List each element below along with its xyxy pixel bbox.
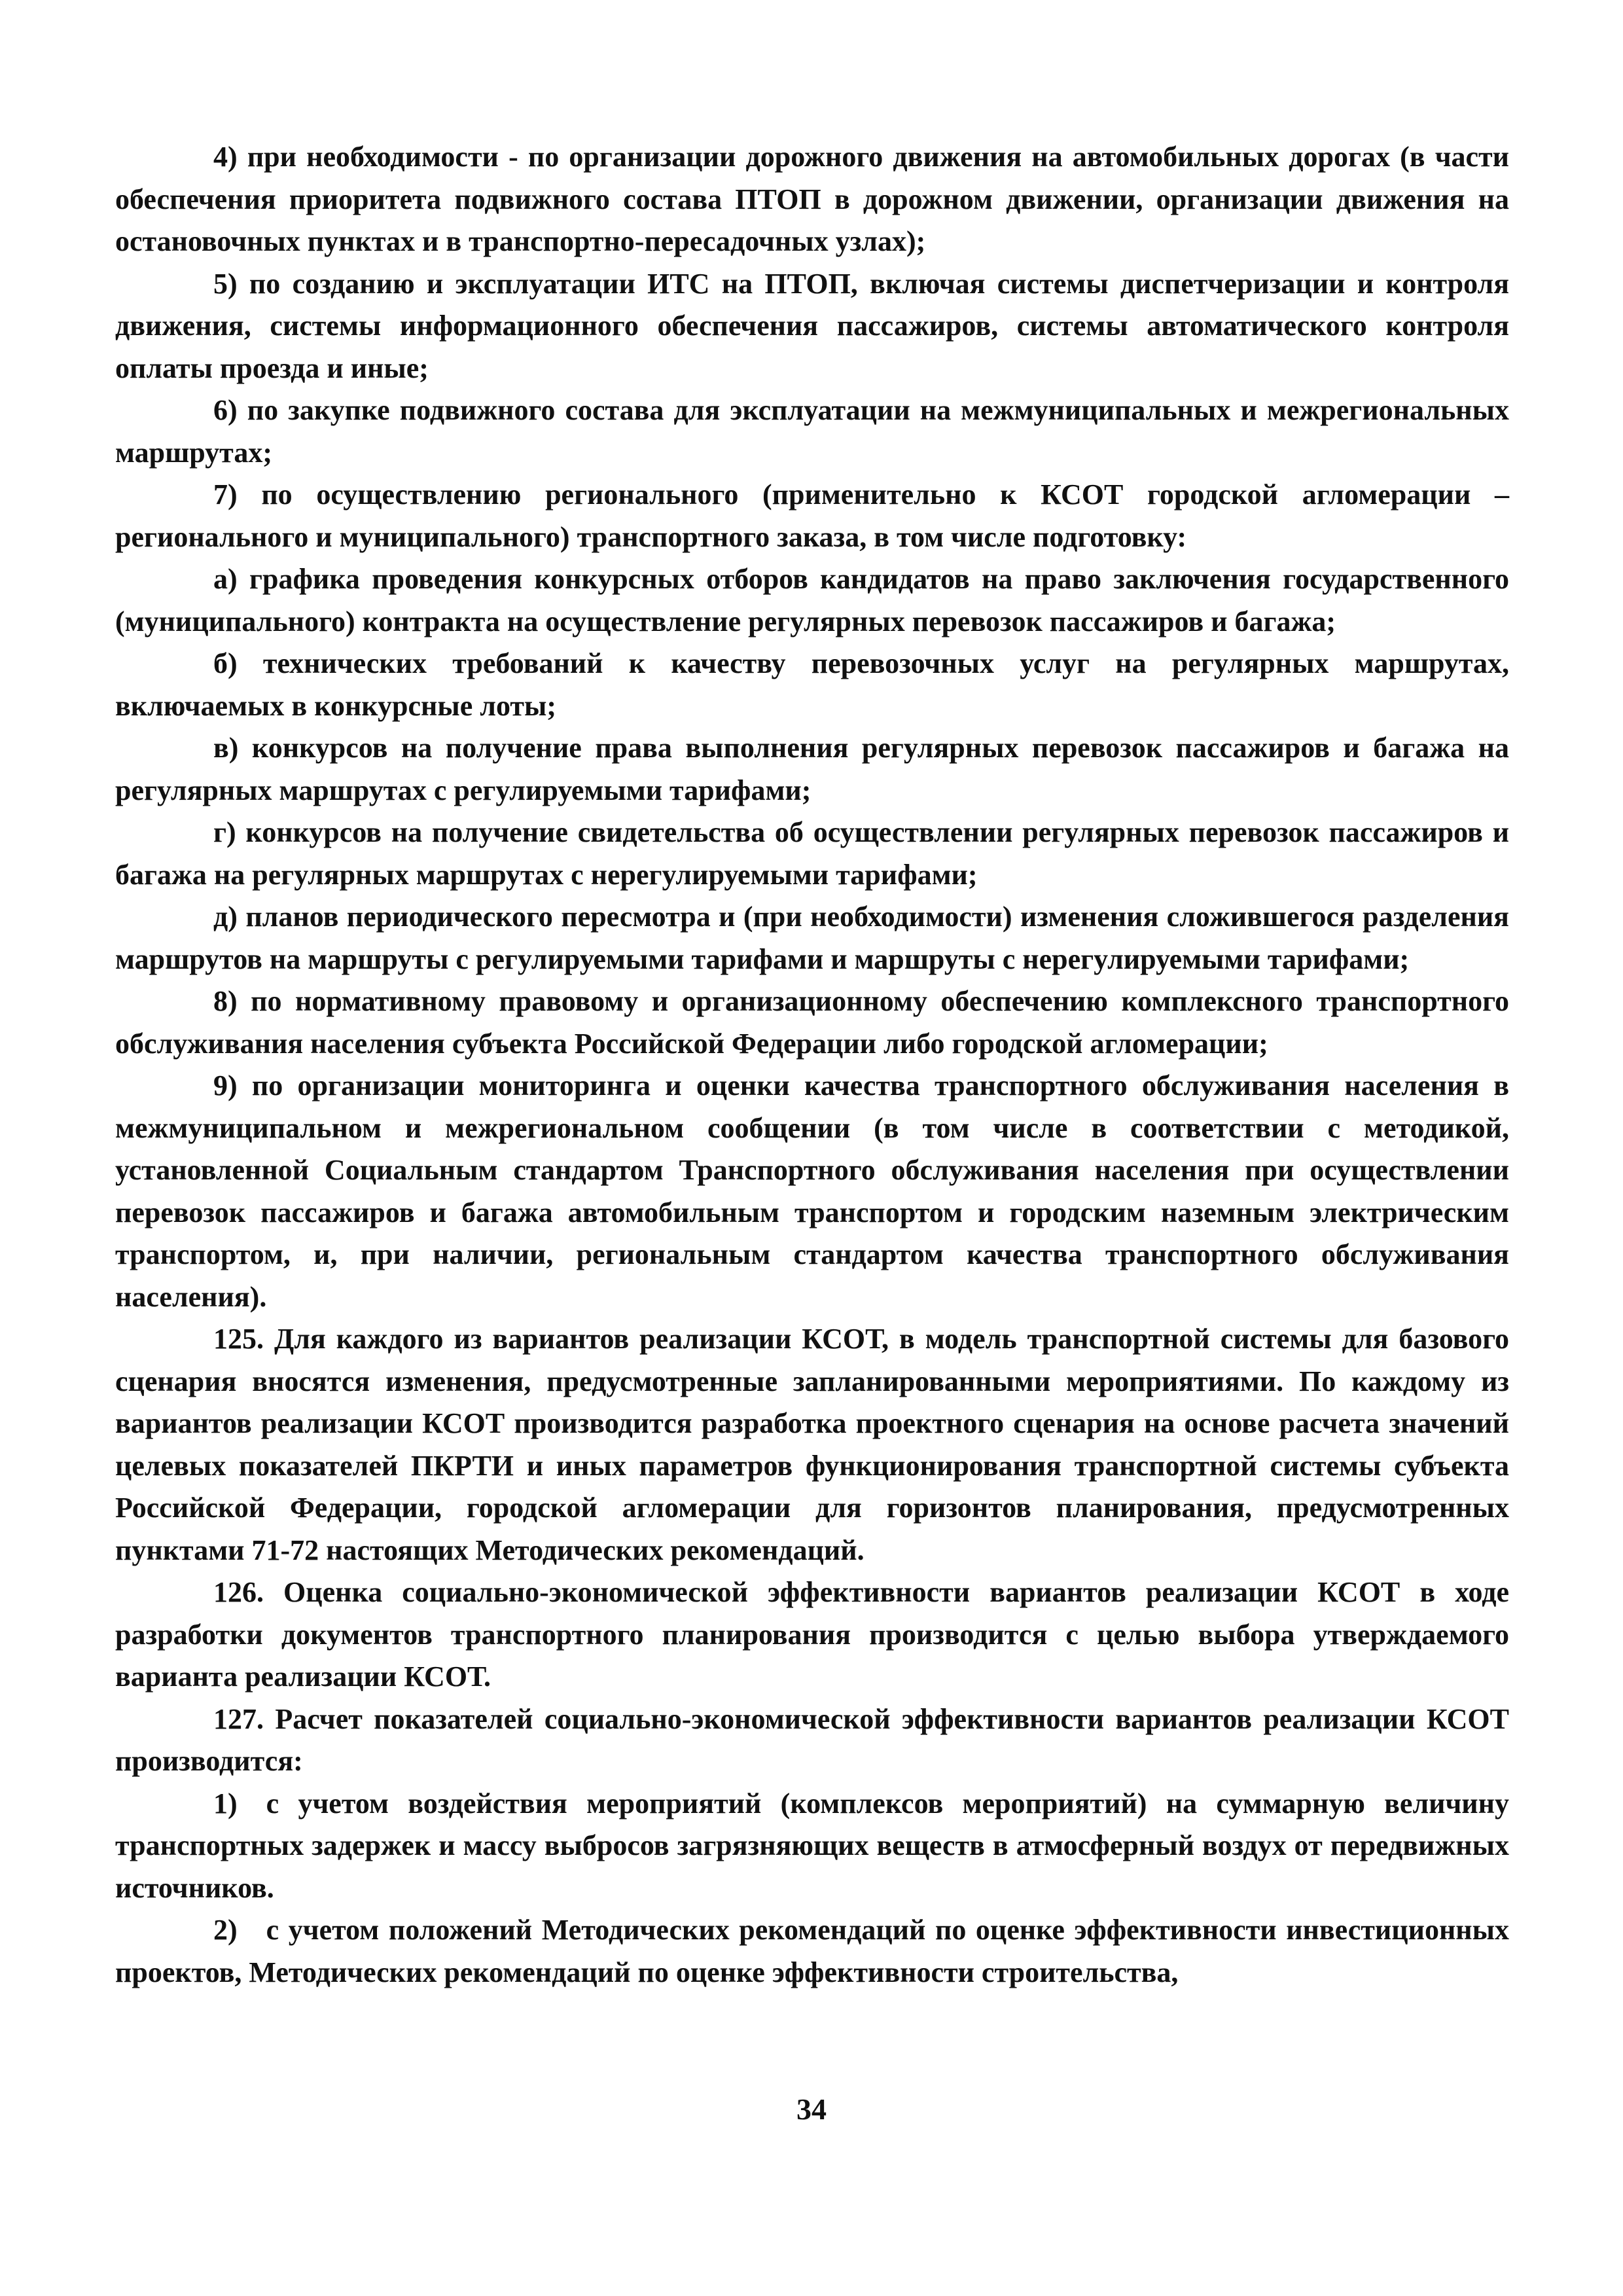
paragraph-subitem-v: в) конкурсов на получение права выполнения регулярных перевозок пассажиров и багажа на регулярных маршрутах с регулируемыми тарифами; (115, 732, 1509, 806)
paragraph-126: 126. Оценка социально-экономической эффективности вариантов реализации КСОТ в ходе разработки документов транспортного планирования производится с целью выбора утверждаемого варианта реализации КСОТ. (115, 1576, 1509, 1693)
paragraph-125: 125. Для каждого из вариантов реализации КСОТ, в модель транспортной системы для базового сценария вносятся изменения, предусмотренные запланированными мероприятиями. По каждому из вариантов реализации КСОТ производится разработка проектного сценария на основе расчета значений целевых показателей ПКРТИ и иных параметров функционирования транспортной системы субъекта Российской Федерации, городской агломерации для горизонтов планирования, предусмотренных пунктами 71-72 настоящих Методических рекомендаций. (115, 1323, 1509, 1566)
paragraph-subitem-d: д) планов периодического пересмотра и (при необходимости) изменения сложившегося разделения маршрутов на маршруты с регулируемыми тарифами и маршруты с нерегулируемыми тарифами; (115, 901, 1509, 975)
paragraph-subitem-g: г) конкурсов на получение свидетельства об осуществлении регулярных перевозок пассажиров и багажа на регулярных маршрутах с нерегулируемыми тарифами; (115, 816, 1509, 891)
paragraph-item-4: 4) при необходимости - по организации дорожного движения на автомобильных дорогах (в части обеспечения приоритета подвижного состава ПТОП в дорожном движении, организации движения на остановочных пунктах и в транспортно-пересадочных узлах); (115, 141, 1509, 257)
paragraph-item-6: 6) по закупке подвижного состава для эксплуатации на межмуниципальных и межрегиональных маршрутах; (115, 394, 1509, 469)
paragraph-127-item-1: 1) с учетом воздействия мероприятий (комплексов мероприятий) на суммарную величину транспортных задержек и массу выбросов загрязняющих веществ в атмосферный воздух от передвижных источников. (115, 1787, 1509, 1904)
paragraph-subitem-b: б) технических требований к качеству перевозочных услуг на регулярных маршрутах, включаемых в конкурсные лоты; (115, 647, 1509, 722)
paragraph-item-5: 5) по созданию и эксплуатации ИТС на ПТОП, включая системы диспетчеризации и контроля движения, системы информационного обеспечения пассажиров, системы автоматического контроля оплаты проезда и иные; (115, 267, 1509, 384)
paragraph-item-7: 7) по осуществлению регионального (применительно к КСОТ городской агломерации – регионального и муниципального) транспортного заказа, в том числе подготовку: (115, 478, 1509, 553)
document-body (115, 136, 1509, 1994)
paragraph-item-8: 8) по нормативному правовому и организационному обеспечению комплексного транспортного обслуживания населения субъекта Российской Федерации либо городской агломерации; (115, 985, 1509, 1060)
paragraph-subitem-a: а) графика проведения конкурсных отборов кандидатов на право заключения государственного (муниципального) контракта на осуществление регулярных перевозок пассажиров и багажа; (115, 563, 1509, 637)
paragraph-127-item-2: 2) с учетом положений Методических рекомендаций по оценке эффективности инвестиционных проектов, Методических рекомендаций по оценке эффективности строительства, (115, 1914, 1509, 1988)
page-number: 34 (796, 2092, 827, 2126)
paragraph-127: 127. Расчет показателей социально-экономической эффективности вариантов реализации КСОТ производится: (115, 1702, 1509, 1777)
paragraph-item-9: 9) по организации мониторинга и оценки качества транспортного обслуживания населения в межмуниципальном и межрегиональном сообщении (в том числе в соответствии с методикой, установленной Социальным стандартом Транспортного обслуживания населения при осуществлении перевозок пассажиров и багажа автомобильным транспортом и городским наземным электрическим транспортом, и, при наличии, региональным стандартом качества транспортного обслуживания населения). (115, 1069, 1509, 1313)
